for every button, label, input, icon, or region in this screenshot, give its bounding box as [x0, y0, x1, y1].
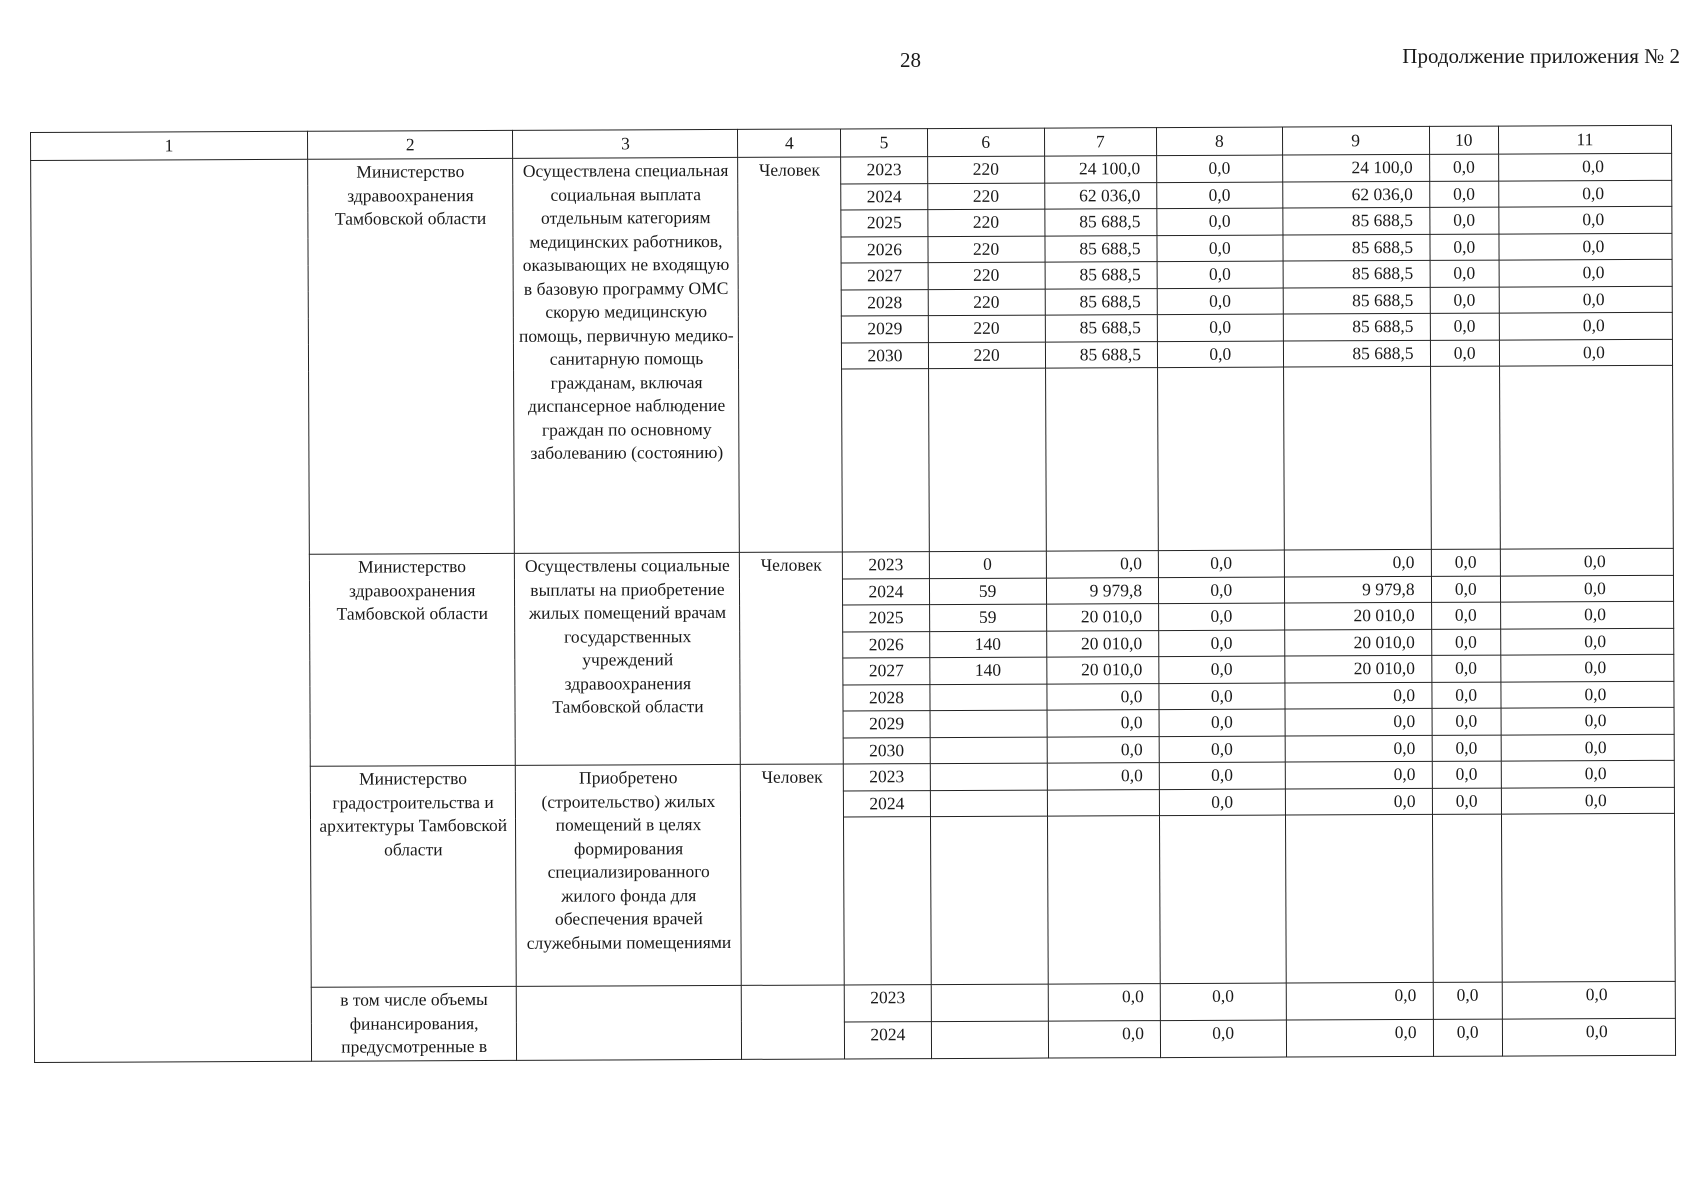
- total-amount-cell: 62 036,0: [1044, 182, 1157, 209]
- responsible-executor-cell: Министерство здравоохранения Тамбовской области: [309, 553, 515, 766]
- indicator-value-cell: 59: [929, 578, 1046, 605]
- local-budget-cell: 0,0: [1430, 340, 1499, 367]
- other-sources-cell: 0,0: [1499, 312, 1672, 339]
- filler-cell: [930, 816, 1048, 985]
- local-budget-cell: 0,0: [1431, 629, 1500, 656]
- regional-budget-cell: 85 688,5: [1283, 260, 1430, 287]
- column-number: 11: [1498, 125, 1671, 154]
- year-cell: 2026: [841, 236, 928, 263]
- filler-cell: [1045, 368, 1158, 551]
- total-amount-cell: 20 010,0: [1046, 630, 1159, 657]
- column-number: 1: [31, 131, 308, 160]
- indicator-value-cell: [931, 984, 1048, 1021]
- local-budget-cell: 0,0: [1429, 154, 1498, 181]
- local-budget-cell: 0,0: [1433, 1019, 1502, 1056]
- filler-cell: [1160, 815, 1286, 984]
- federal-budget-cell: 0,0: [1160, 1020, 1286, 1057]
- year-cell: 2029: [843, 711, 930, 738]
- local-budget-cell: 0,0: [1431, 549, 1500, 576]
- indicator-value-cell: 0: [929, 551, 1046, 578]
- regional-budget-cell: 85 688,5: [1283, 340, 1430, 367]
- local-budget-cell: 0,0: [1432, 735, 1501, 762]
- unit-cell: [742, 985, 845, 1059]
- total-amount-cell: 85 688,5: [1045, 262, 1158, 289]
- regional-budget-cell: 20 010,0: [1284, 655, 1431, 682]
- indicator-value-cell: 140: [930, 657, 1047, 684]
- total-amount-cell: [1047, 789, 1160, 816]
- unit-cell: Человек: [738, 157, 842, 552]
- year-cell: 2028: [841, 289, 928, 316]
- other-sources-cell: 0,0: [1498, 153, 1671, 180]
- federal-budget-cell: 0,0: [1157, 208, 1283, 235]
- regional-budget-cell: 0,0: [1284, 549, 1431, 576]
- federal-budget-cell: 0,0: [1157, 341, 1283, 368]
- local-budget-cell: 0,0: [1429, 181, 1498, 208]
- indicator-value-cell: 220: [928, 289, 1045, 316]
- federal-budget-cell: 0,0: [1158, 550, 1284, 577]
- filler-cell: [1432, 814, 1502, 982]
- appendix-continuation-title: Продолжение приложения № 2: [1402, 44, 1680, 68]
- other-sources-cell: 0,0: [1502, 981, 1675, 1019]
- filler-cell: [1283, 366, 1431, 550]
- year-cell: 2027: [843, 658, 930, 685]
- total-amount-cell: 85 688,5: [1044, 235, 1157, 262]
- regional-budget-cell: 85 688,5: [1283, 313, 1430, 340]
- local-budget-cell: 0,0: [1430, 234, 1499, 261]
- year-cell: 2024: [845, 1021, 932, 1058]
- other-sources-cell: 0,0: [1501, 760, 1674, 787]
- indicator-value-cell: 220: [927, 183, 1044, 210]
- column-number: 3: [513, 129, 738, 158]
- local-budget-cell: 0,0: [1430, 287, 1499, 314]
- indicator-value-cell: [930, 790, 1047, 817]
- regional-budget-cell: 85 688,5: [1283, 287, 1430, 314]
- year-cell: 2030: [842, 342, 929, 369]
- unit-cell: Человек: [741, 764, 845, 985]
- total-amount-cell: 0,0: [1047, 763, 1160, 790]
- column-1-blank-cell: [31, 159, 312, 1062]
- other-sources-cell: 0,0: [1502, 1018, 1675, 1056]
- other-sources-cell: 0,0: [1501, 628, 1674, 655]
- federal-budget-cell: 0,0: [1159, 709, 1285, 736]
- indicator-value-cell: 220: [927, 156, 1044, 183]
- regional-budget-cell: 85 688,5: [1282, 207, 1429, 234]
- regional-budget-cell: 20 010,0: [1284, 629, 1431, 656]
- column-number: 2: [307, 130, 513, 159]
- other-sources-cell: 0,0: [1501, 681, 1674, 708]
- filler-cell: [1501, 813, 1675, 982]
- indicator-value-cell: 220: [928, 315, 1045, 342]
- total-amount-cell: 0,0: [1047, 736, 1160, 763]
- column-number: 6: [927, 128, 1044, 157]
- indicator-value-cell: 220: [928, 342, 1045, 369]
- other-sources-cell: 0,0: [1501, 707, 1674, 734]
- local-budget-cell: 0,0: [1431, 655, 1500, 682]
- federal-budget-cell: 0,0: [1159, 683, 1285, 710]
- column-number: 10: [1429, 126, 1498, 154]
- responsible-executor-cell: в том числе объемы финансирования, предусмотренные в: [311, 986, 517, 1060]
- federal-budget-cell: 0,0: [1159, 789, 1285, 816]
- result-description-cell: Осуществлены социальные выплаты на приобретение жилых помещений врачам государственных учреждений здравоохранения Тамбовской области: [515, 552, 741, 765]
- other-sources-cell: 0,0: [1501, 654, 1674, 681]
- year-cell: 2024: [841, 183, 928, 210]
- local-budget-cell: 0,0: [1432, 788, 1501, 815]
- indicator-value-cell: 140: [929, 631, 1046, 658]
- year-cell: 2025: [841, 210, 928, 237]
- total-amount-cell: 85 688,5: [1045, 315, 1158, 342]
- federal-budget-cell: 0,0: [1159, 762, 1285, 789]
- regional-budget-cell: 0,0: [1285, 735, 1432, 762]
- indicator-value-cell: [930, 684, 1047, 711]
- total-amount-cell: 20 010,0: [1046, 657, 1159, 684]
- indicator-value-cell: 220: [928, 236, 1045, 263]
- year-cell: 2023: [841, 157, 928, 184]
- federal-budget-cell: 0,0: [1158, 577, 1284, 604]
- other-sources-cell: 0,0: [1500, 548, 1673, 575]
- appendix-table: [30, 125, 1676, 1063]
- regional-budget-cell: 0,0: [1285, 761, 1432, 788]
- responsible-executor-cell: Министерство градостроительства и архитектуры Тамбовской области: [310, 765, 516, 987]
- result-description-cell: Приобретено (строительство) жилых помещений в целях формирования специализированного жилого фонда для обеспечения врачей служебными помещениями: [516, 764, 742, 986]
- filler-cell: [928, 368, 1046, 552]
- regional-budget-cell: 85 688,5: [1282, 234, 1429, 261]
- filler-cell: [1430, 366, 1500, 549]
- federal-budget-cell: 0,0: [1157, 261, 1283, 288]
- regional-budget-cell: 0,0: [1285, 788, 1432, 815]
- year-cell: 2028: [843, 684, 930, 711]
- year-cell: 2023: [844, 985, 931, 1022]
- other-sources-cell: 0,0: [1501, 734, 1674, 761]
- total-amount-cell: 0,0: [1048, 984, 1161, 1021]
- total-amount-cell: 0,0: [1046, 683, 1159, 710]
- other-sources-cell: 0,0: [1500, 601, 1673, 628]
- local-budget-cell: 0,0: [1432, 682, 1501, 709]
- other-sources-cell: 0,0: [1499, 339, 1672, 366]
- indicator-value-cell: [931, 1021, 1048, 1058]
- filler-cell: [1047, 816, 1160, 984]
- total-amount-cell: 85 688,5: [1045, 288, 1158, 315]
- unit-cell: Человек: [740, 552, 844, 764]
- total-amount-cell: 0,0: [1046, 551, 1159, 578]
- result-description-cell: Осуществлена специальная социальная выплата отдельным категориям медицинских работников, оказывающих не входящую в базовую программу ОМС скорую медицинскую помощь, первичную медико-санитарную помощь гражданам, включая диспансерное наблюдение граждан по основному заболеванию (состоянию): [513, 157, 740, 553]
- column-number: 8: [1157, 127, 1283, 156]
- year-cell: 2025: [843, 605, 930, 632]
- indicator-value-cell: 220: [928, 262, 1045, 289]
- indicator-value-cell: 59: [929, 604, 1046, 631]
- indicator-value-cell: 220: [928, 209, 1045, 236]
- regional-budget-cell: 0,0: [1286, 1019, 1433, 1056]
- indicator-value-cell: [930, 710, 1047, 737]
- federal-budget-cell: 0,0: [1159, 736, 1285, 763]
- local-budget-cell: 0,0: [1431, 602, 1500, 629]
- total-amount-cell: 24 100,0: [1044, 156, 1157, 183]
- regional-budget-cell: 0,0: [1285, 708, 1432, 735]
- other-sources-cell: 0,0: [1499, 259, 1672, 286]
- local-budget-cell: 0,0: [1433, 982, 1502, 1019]
- federal-budget-cell: 0,0: [1159, 603, 1285, 630]
- federal-budget-cell: 0,0: [1157, 155, 1283, 182]
- regional-budget-cell: 0,0: [1286, 982, 1433, 1019]
- total-amount-cell: 0,0: [1047, 710, 1160, 737]
- federal-budget-cell: 0,0: [1157, 235, 1283, 262]
- year-cell: 2024: [844, 790, 931, 817]
- responsible-executor-cell: Министерство здравоохранения Тамбовской области: [308, 158, 515, 554]
- total-amount-cell: 85 688,5: [1044, 209, 1157, 236]
- indicator-value-cell: [930, 763, 1047, 790]
- year-cell: 2023: [843, 552, 930, 579]
- federal-budget-cell: 0,0: [1160, 983, 1286, 1020]
- filler-cell: [1158, 367, 1284, 551]
- other-sources-cell: 0,0: [1499, 233, 1672, 260]
- table-body: [31, 125, 1676, 1062]
- local-budget-cell: 0,0: [1430, 260, 1499, 287]
- total-amount-cell: 85 688,5: [1045, 341, 1158, 368]
- regional-budget-cell: 62 036,0: [1282, 181, 1429, 208]
- federal-budget-cell: 0,0: [1159, 656, 1285, 683]
- column-number: 4: [738, 129, 841, 157]
- regional-budget-cell: 9 979,8: [1284, 576, 1431, 603]
- federal-budget-cell: 0,0: [1157, 182, 1283, 209]
- federal-budget-cell: 0,0: [1157, 288, 1283, 315]
- local-budget-cell: 0,0: [1430, 313, 1499, 340]
- total-amount-cell: 0,0: [1048, 1020, 1161, 1057]
- total-amount-cell: 20 010,0: [1046, 604, 1159, 631]
- year-cell: 2029: [841, 316, 928, 343]
- other-sources-cell: 0,0: [1501, 787, 1674, 814]
- year-cell: 2026: [843, 631, 930, 658]
- total-amount-cell: 9 979,8: [1046, 577, 1159, 604]
- filler-cell: [844, 817, 931, 985]
- regional-budget-cell: 20 010,0: [1284, 602, 1431, 629]
- result-description-cell: [517, 985, 742, 1059]
- local-budget-cell: 0,0: [1432, 761, 1501, 788]
- federal-budget-cell: 0,0: [1157, 314, 1283, 341]
- regional-budget-cell: 0,0: [1284, 682, 1431, 709]
- local-budget-cell: 0,0: [1429, 207, 1498, 234]
- other-sources-cell: 0,0: [1499, 206, 1672, 233]
- regional-budget-cell: 24 100,0: [1282, 154, 1429, 181]
- other-sources-cell: 0,0: [1499, 286, 1672, 313]
- year-cell: 2023: [843, 764, 930, 791]
- other-sources-cell: 0,0: [1499, 180, 1672, 207]
- column-number: 7: [1044, 128, 1157, 156]
- year-cell: 2027: [841, 263, 928, 290]
- filler-cell: [1285, 814, 1433, 983]
- other-sources-cell: 0,0: [1500, 575, 1673, 602]
- indicator-value-cell: [930, 737, 1047, 764]
- year-cell: 2024: [843, 578, 930, 605]
- filler-cell: [842, 369, 929, 552]
- page-number: 28: [900, 48, 921, 72]
- year-cell: 2030: [843, 737, 930, 764]
- local-budget-cell: 0,0: [1431, 576, 1500, 603]
- local-budget-cell: 0,0: [1432, 708, 1501, 735]
- filler-cell: [1499, 365, 1673, 549]
- federal-budget-cell: 0,0: [1159, 630, 1285, 657]
- column-number: 5: [841, 129, 928, 157]
- column-number: 9: [1282, 126, 1429, 155]
